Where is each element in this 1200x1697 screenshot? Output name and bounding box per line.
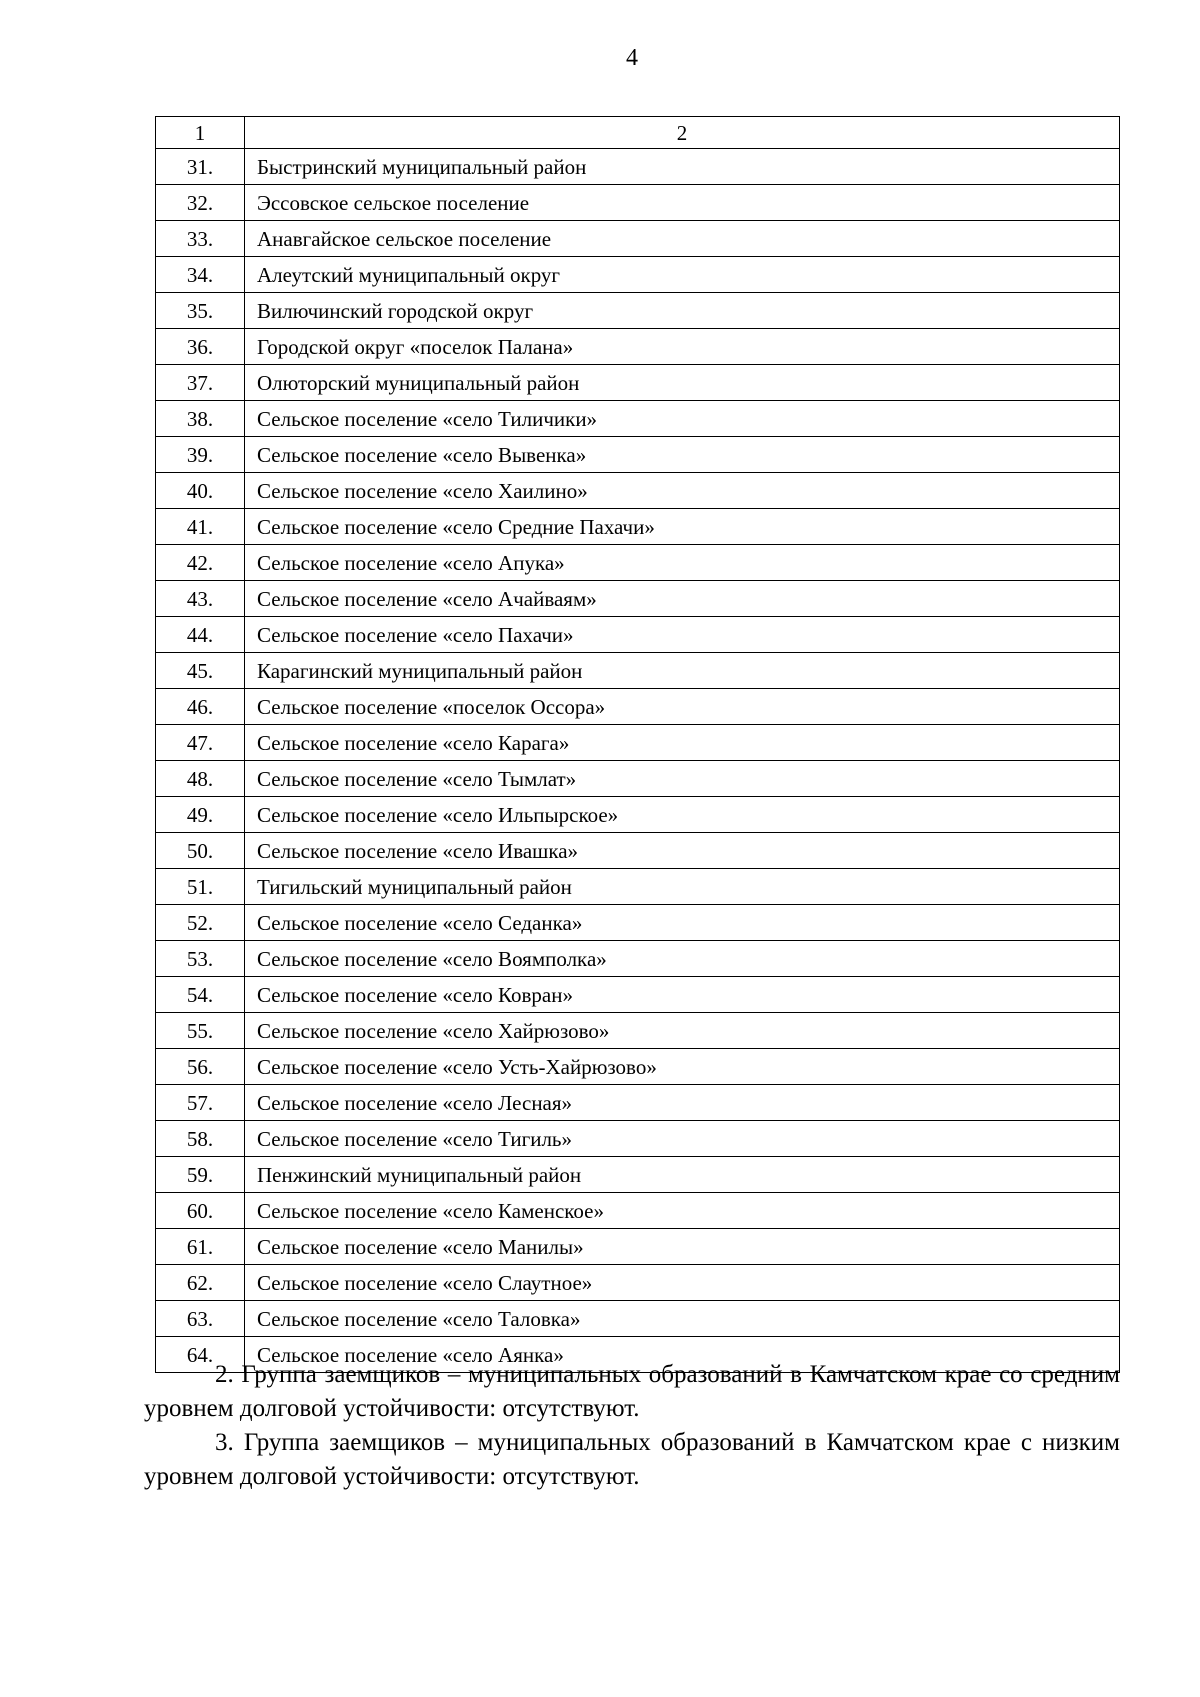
- column-header-number: 1: [156, 117, 245, 149]
- table-row: [156, 1229, 1120, 1265]
- municipality-name: Сельское поселение «село Ковран»: [245, 977, 1120, 1013]
- row-number: 35.: [156, 293, 245, 329]
- row-number: 49.: [156, 797, 245, 833]
- row-number: 64.: [156, 1337, 245, 1373]
- table-row: [156, 761, 1120, 797]
- table-row: [156, 833, 1120, 869]
- row-number: 50.: [156, 833, 245, 869]
- municipality-name: Городской округ «поселок Палана»: [245, 329, 1120, 365]
- table-row: [156, 1049, 1120, 1085]
- municipality-name: Алеутский муниципальный округ: [245, 257, 1120, 293]
- municipality-name: Сельское поселение «село Апука»: [245, 545, 1120, 581]
- municipality-name: Пенжинский муниципальный район: [245, 1157, 1120, 1193]
- row-number: 54.: [156, 977, 245, 1013]
- table-row: [156, 1013, 1120, 1049]
- municipality-name: Сельское поселение «село Тигиль»: [245, 1121, 1120, 1157]
- row-number: 34.: [156, 257, 245, 293]
- municipality-name: Сельское поселение «село Хаилино»: [245, 473, 1120, 509]
- table-row: [156, 509, 1120, 545]
- row-number: 57.: [156, 1085, 245, 1121]
- municipality-name: Сельское поселение «село Седанка»: [245, 905, 1120, 941]
- table-row: [156, 401, 1120, 437]
- table-row: [156, 293, 1120, 329]
- table-body: [156, 149, 1120, 1373]
- column-header-name: 2: [245, 117, 1120, 149]
- municipality-name: Быстринский муниципальный район: [245, 149, 1120, 185]
- table-row: [156, 1157, 1120, 1193]
- row-number: 61.: [156, 1229, 245, 1265]
- table-row: [156, 1085, 1120, 1121]
- row-number: 58.: [156, 1121, 245, 1157]
- municipality-name: Вилючинский городской округ: [245, 293, 1120, 329]
- row-number: 42.: [156, 545, 245, 581]
- municipality-name: Сельское поселение «село Лесная»: [245, 1085, 1120, 1121]
- row-number: 52.: [156, 905, 245, 941]
- municipality-name: Сельское поселение «село Тиличики»: [245, 401, 1120, 437]
- table-row: [156, 977, 1120, 1013]
- table-row: [156, 581, 1120, 617]
- page-number: 4: [626, 45, 638, 71]
- municipality-name: Сельское поселение «село Ильпырское»: [245, 797, 1120, 833]
- row-number: 48.: [156, 761, 245, 797]
- table-row: [156, 1265, 1120, 1301]
- row-number: 51.: [156, 869, 245, 905]
- municipality-name: Сельское поселение «село Тымлат»: [245, 761, 1120, 797]
- municipality-name: Сельское поселение «село Ивашка»: [245, 833, 1120, 869]
- row-number: 37.: [156, 365, 245, 401]
- municipality-name: Олюторский муниципальный район: [245, 365, 1120, 401]
- row-number: 38.: [156, 401, 245, 437]
- table-row: [156, 365, 1120, 401]
- table-row: [156, 941, 1120, 977]
- row-number: 63.: [156, 1301, 245, 1337]
- paragraph-group-2: 2. Группа заемщиков – муниципальных образований в Камчатском крае со средним уровнем долговой устойчивости: отсутствуют.: [144, 1361, 1120, 1422]
- row-number: 36.: [156, 329, 245, 365]
- municipality-name: Сельское поселение «село Слаутное»: [245, 1265, 1120, 1301]
- municipality-name: Сельское поселение «село Каменское»: [245, 1193, 1120, 1229]
- municipality-name: Сельское поселение «село Ачайваям»: [245, 581, 1120, 617]
- row-number: 53.: [156, 941, 245, 977]
- table-header-row: [156, 117, 1120, 149]
- row-number: 40.: [156, 473, 245, 509]
- row-number: 60.: [156, 1193, 245, 1229]
- table-row: [156, 545, 1120, 581]
- table-row: [156, 905, 1120, 941]
- municipality-name: Сельское поселение «село Усть-Хайрюзово»: [245, 1049, 1120, 1085]
- table-row: [156, 1193, 1120, 1229]
- row-number: 32.: [156, 185, 245, 221]
- row-number: 62.: [156, 1265, 245, 1301]
- row-number: 46.: [156, 689, 245, 725]
- municipality-name: Сельское поселение «село Вывенка»: [245, 437, 1120, 473]
- row-number: 43.: [156, 581, 245, 617]
- table-row: [156, 689, 1120, 725]
- table-row: [156, 869, 1120, 905]
- paragraph-group-3: 3. Группа заемщиков – муниципальных образований в Камчатском крае с низким уровнем долговой устойчивости: отсутствуют.: [144, 1429, 1120, 1490]
- row-number: 55.: [156, 1013, 245, 1049]
- table-row: [156, 473, 1120, 509]
- table-row: [156, 185, 1120, 221]
- municipality-name: Сельское поселение «село Воямполка»: [245, 941, 1120, 977]
- table-row: [156, 329, 1120, 365]
- municipalities-table: [155, 116, 1120, 1373]
- municipality-name: Сельское поселение «село Пахачи»: [245, 617, 1120, 653]
- table-row: [156, 797, 1120, 833]
- municipality-name: Сельское поселение «село Хайрюзово»: [245, 1013, 1120, 1049]
- row-number: 47.: [156, 725, 245, 761]
- municipality-name: Сельское поселение «поселок Оссора»: [245, 689, 1120, 725]
- municipality-name: Эссовское сельское поселение: [245, 185, 1120, 221]
- row-number: 33.: [156, 221, 245, 257]
- municipality-name: Анавгайское сельское поселение: [245, 221, 1120, 257]
- table-row: [156, 149, 1120, 185]
- paragraphs-block: [144, 1358, 1120, 1494]
- municipality-name: Тигильский муниципальный район: [245, 869, 1120, 905]
- table-row: [156, 221, 1120, 257]
- municipality-name: Сельское поселение «село Средние Пахачи»: [245, 509, 1120, 545]
- row-number: 31.: [156, 149, 245, 185]
- municipality-name: Сельское поселение «село Манилы»: [245, 1229, 1120, 1265]
- table-row: [156, 257, 1120, 293]
- table-row: [156, 653, 1120, 689]
- municipality-name: Сельское поселение «село Карага»: [245, 725, 1120, 761]
- row-number: 39.: [156, 437, 245, 473]
- table-row: [156, 617, 1120, 653]
- municipality-name: Сельское поселение «село Таловка»: [245, 1301, 1120, 1337]
- municipality-name: Сельское поселение «село Аянка»: [245, 1337, 1120, 1373]
- row-number: 56.: [156, 1049, 245, 1085]
- table-row: [156, 725, 1120, 761]
- table-row: [156, 1121, 1120, 1157]
- row-number: 59.: [156, 1157, 245, 1193]
- row-number: 45.: [156, 653, 245, 689]
- row-number: 44.: [156, 617, 245, 653]
- row-number: 41.: [156, 509, 245, 545]
- table-row: [156, 437, 1120, 473]
- table-row: [156, 1301, 1120, 1337]
- municipality-name: Карагинский муниципальный район: [245, 653, 1120, 689]
